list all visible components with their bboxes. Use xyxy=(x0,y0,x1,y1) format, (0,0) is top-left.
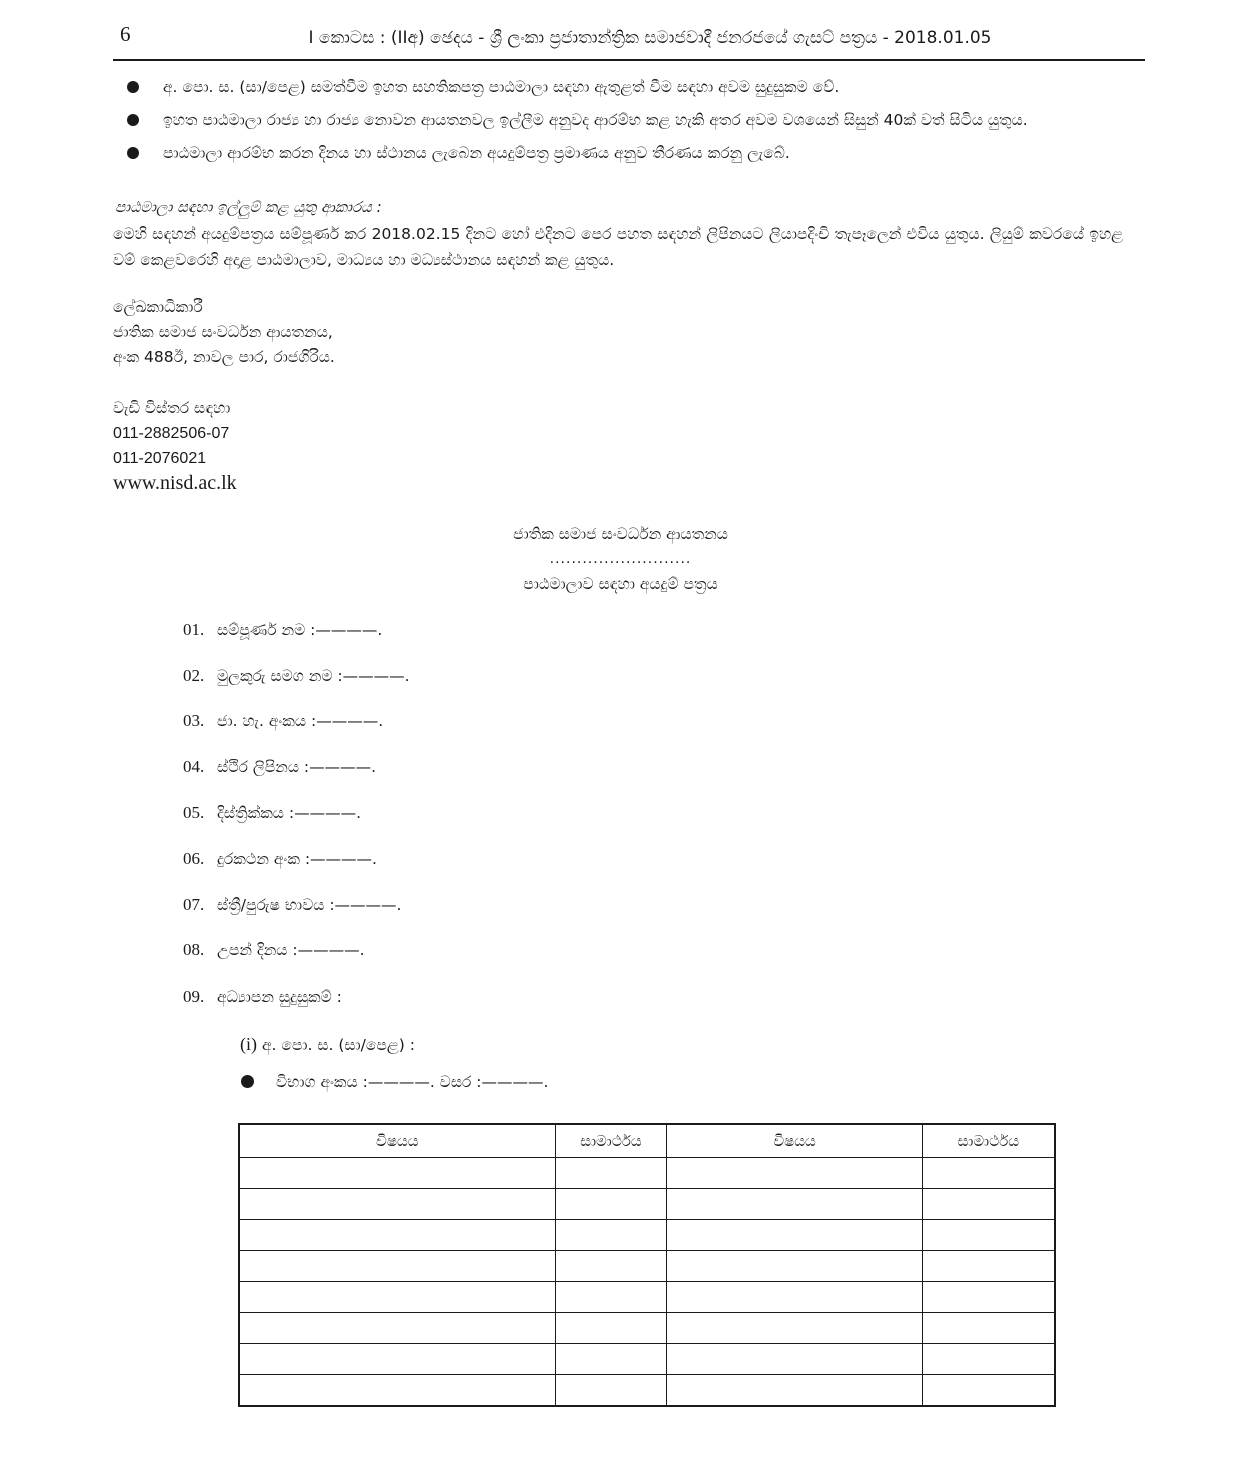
dotted-separator: .......................... xyxy=(549,551,692,567)
field-label: සම්පූර්ණ නම :————. xyxy=(217,621,383,639)
field-label: ස්ථිර ලිපිනය :————. xyxy=(217,758,377,776)
table-cell[interactable] xyxy=(555,1375,667,1407)
postal-address xyxy=(113,295,335,370)
form-field-phone: 06. දුරකථන අංක :————. xyxy=(183,849,377,868)
column-header: සාමාර්ථය xyxy=(555,1124,667,1158)
form-field-full-name: 01. සම්පූර්ණ නම :————. xyxy=(183,620,383,639)
page-number: 6 xyxy=(120,22,131,46)
form-field-district: 05. දිස්ත්‍රික්කය :————. xyxy=(183,803,362,822)
table-cell[interactable] xyxy=(555,1158,667,1189)
list-item: ඉහත පාඨමාලා රාජ්‍ය හා රාජ්‍ය නොවන ආයතනවල ඉල්ලීම අනුවද ආරම්භ කළ හැකි අතර අවම වශයෙන් සිසුන් 40ක් වත් සිටිය යුතුය. xyxy=(113,107,1123,133)
form-field-name-with-initials: 02. මුලකුරු සමග නම :————. xyxy=(183,666,410,685)
field-label: අධ්‍යාපන සුදුසුකම් : xyxy=(217,988,342,1006)
table-row xyxy=(239,1344,1055,1375)
table-cell[interactable] xyxy=(667,1282,922,1313)
form-field-nic: 03. ජා. හැ. අංකය :————. xyxy=(183,711,384,730)
table-cell[interactable] xyxy=(239,1282,555,1313)
form-field-birthdate: 08. උපන් දිනය :————. xyxy=(183,940,365,959)
table-cell[interactable] xyxy=(555,1189,667,1220)
table-cell[interactable] xyxy=(667,1251,922,1282)
results-table xyxy=(238,1123,1056,1407)
exam-details xyxy=(241,1073,548,1092)
table-cell[interactable] xyxy=(555,1344,667,1375)
bullet-icon xyxy=(241,1075,254,1088)
field-label: දිස්ත්‍රික්කය :————. xyxy=(217,804,362,822)
sub-item-label: අ. පො. ස. (සා/පෙළ) : xyxy=(261,1036,415,1054)
table-cell[interactable] xyxy=(667,1375,922,1407)
roman-numeral: (i) xyxy=(240,1034,257,1054)
table-cell[interactable] xyxy=(239,1189,555,1220)
form-heading xyxy=(0,522,1241,597)
table-cell[interactable] xyxy=(555,1282,667,1313)
table-cell[interactable] xyxy=(239,1344,555,1375)
table-row xyxy=(239,1251,1055,1282)
table-cell[interactable] xyxy=(922,1220,1055,1251)
table-cell[interactable] xyxy=(922,1313,1055,1344)
field-label: ස්ත්‍රී/පුරුෂ භාවය :————. xyxy=(217,896,402,914)
contact-label: වැඩි විස්තර සඳහා xyxy=(113,399,231,417)
table-row xyxy=(239,1158,1055,1189)
table-cell[interactable] xyxy=(922,1251,1055,1282)
table-cell[interactable] xyxy=(239,1313,555,1344)
table-cell[interactable] xyxy=(239,1220,555,1251)
table-row xyxy=(239,1220,1055,1251)
phone-number: 011-2076021 xyxy=(113,450,207,467)
institute-name: ජාතික සමාජ සංවර්ධන ආයතනය xyxy=(513,525,728,543)
table-cell[interactable] xyxy=(555,1313,667,1344)
contact-info xyxy=(113,396,237,496)
field-label: උපන් දිනය :————. xyxy=(217,941,365,959)
list-item: අ. පො. ස. (සා/පෙළ) සමත්වීම ඉහත සහතිකපත්‍ර පාඨමාලා සඳහා ඇතුළත් වීම සඳහා අවම සුදුසුකම වේ. xyxy=(113,74,1123,100)
table-row xyxy=(239,1375,1055,1407)
header-divider xyxy=(113,59,1145,61)
table-cell[interactable] xyxy=(922,1344,1055,1375)
table-cell[interactable] xyxy=(922,1189,1055,1220)
exam-line-label: විභාග අංකය :————. වසර :————. xyxy=(276,1073,549,1091)
website-link[interactable]: www.nisd.ac.lk xyxy=(113,472,237,494)
table-row xyxy=(239,1313,1055,1344)
address-line: ලේඛකාධිකාරී xyxy=(113,298,203,316)
form-field-qualifications: 09. අධ්‍යාපන සුදුසුකම් : xyxy=(183,987,342,1006)
how-to-apply-body: මෙහි සඳහන් අයදුම්පත්‍රය සම්පූර්ණ කර 2018.02.15 දිනට හෝ එදිනට පෙර පහත සඳහන් ලිපිනයට ලියාපදිංචි තැපෑලෙන් එවිය යුතුය. ලියුම් කවරයේ ඉහළ වම් කෙළවරෙහි අදාළ පාඨමාලාව, මාධ්‍යය හා මධ්‍යස්ථානය සඳහන් කළ යුතුය. xyxy=(113,225,1123,269)
table-cell[interactable] xyxy=(239,1158,555,1189)
phone-number: 011-2882506-07 xyxy=(113,425,230,442)
table-cell[interactable] xyxy=(555,1251,667,1282)
table-row xyxy=(239,1282,1055,1313)
column-header: විෂයය xyxy=(239,1124,555,1158)
table-row xyxy=(239,1189,1055,1220)
field-label: ජා. හැ. අංකය :————. xyxy=(217,712,384,730)
form-field-gender: 07. ස්ත්‍රී/පුරුෂ භාවය :————. xyxy=(183,895,402,914)
table-cell[interactable] xyxy=(922,1282,1055,1313)
table-cell[interactable] xyxy=(667,1313,922,1344)
table-cell[interactable] xyxy=(239,1251,555,1282)
table-cell[interactable] xyxy=(922,1158,1055,1189)
requirements-list xyxy=(113,74,1123,173)
table-cell[interactable] xyxy=(667,1344,922,1375)
field-label: මුලකුරු සමග නම :————. xyxy=(217,667,410,685)
how-to-apply-heading: පාඨමාලා සඳහා ඉල්ලුම් කළ යුතු ආකාරය : xyxy=(115,198,382,216)
sub-item-ol xyxy=(240,1034,415,1055)
address-line: ජාතික සමාජ සංවර්ධන ආයතනය, xyxy=(113,323,333,341)
list-item: පාඨමාලා ආරම්භ කරන දිනය හා ස්ථානය ලැබෙන අයදුම්පත්‍ර ප්‍රමාණය අනුව තීරණය කරනු ලැබේ. xyxy=(113,140,1123,166)
table-cell[interactable] xyxy=(555,1220,667,1251)
column-header: සාමාර්ථය xyxy=(922,1124,1055,1158)
table-cell[interactable] xyxy=(667,1220,922,1251)
table-cell[interactable] xyxy=(667,1189,922,1220)
column-header: විෂයය xyxy=(667,1124,922,1158)
address-line: අංක 488ඊ, නාවල පාර, රාජගිරිය. xyxy=(113,348,335,366)
form-title: පාඨමාලාව සඳහා අයදුම් පත්‍රය xyxy=(523,575,718,593)
table-header-row xyxy=(239,1124,1055,1158)
table-cell[interactable] xyxy=(239,1375,555,1407)
table-cell[interactable] xyxy=(667,1158,922,1189)
form-field-address: 04. ස්ථිර ලිපිනය :————. xyxy=(183,757,377,776)
table-cell[interactable] xyxy=(922,1375,1055,1407)
gazette-header: I කොටස : (IIඅ) ඡෙදය - ශ්‍රී ලංකා ප්‍රජාතාන්ත්‍රික සමාජවාදී ජනරජයේ ගැසට් පත්‍රය - 2018.01.05 xyxy=(308,28,992,48)
field-label: දුරකථන අංක :————. xyxy=(217,850,377,868)
